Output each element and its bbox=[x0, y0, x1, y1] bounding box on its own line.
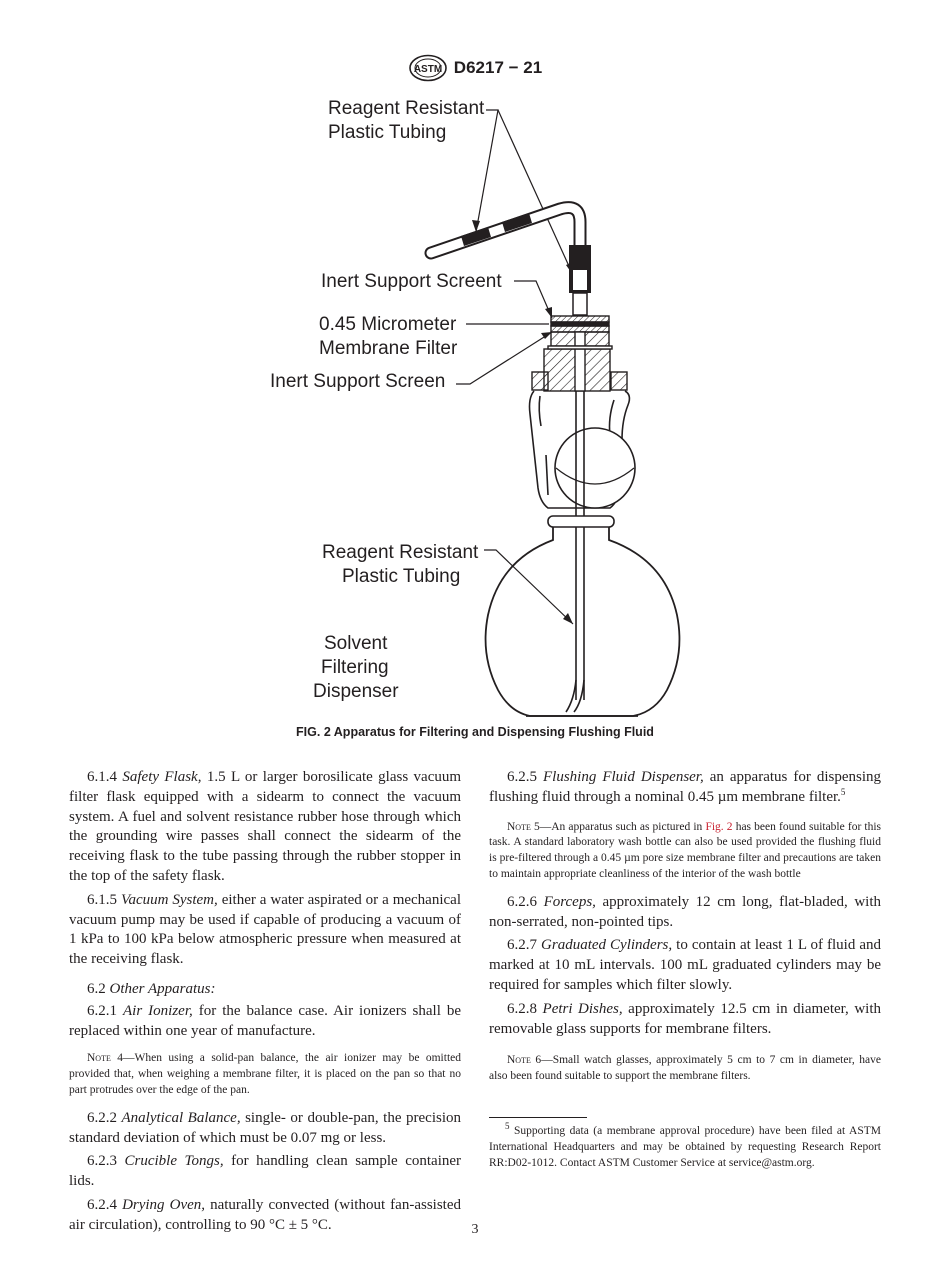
filter-holder bbox=[532, 316, 627, 391]
section-6-2-2 bbox=[69, 1109, 461, 1149]
section-number: 6.2.2 bbox=[87, 1109, 117, 1126]
note-text: has been found suitable for this task. A standard laboratory wash bottle can also be used provided the flushing fluid is pre-filtered through a 0.45 µm pore size membrane filter and precautions are taken to maintain appropriate cleanliness of the interior of the wash bottle bbox=[489, 820, 882, 880]
section-text: single- or double-pan, the precision standard deviation of which must be 0.07 mg or less. bbox=[69, 1109, 462, 1146]
section-6-2 bbox=[69, 980, 461, 1000]
footnote-number: 5 bbox=[505, 1121, 510, 1132]
note-label: Note 4 bbox=[87, 1052, 124, 1065]
figure-link[interactable]: Fig. 2 bbox=[705, 820, 733, 833]
section-title: Other Apparatus: bbox=[109, 980, 216, 997]
label-tubing-top-1: Reagent Resistant bbox=[328, 98, 485, 119]
section-6-2-8 bbox=[489, 1000, 881, 1040]
section-text: for handling clean sample container lids. bbox=[69, 1153, 462, 1190]
footnote-divider bbox=[489, 1117, 587, 1118]
section-number: 6.2.4 bbox=[87, 1196, 117, 1213]
section-text: approximately 12.5 cm in diameter, with removable glass supports for membrane filters. bbox=[489, 1000, 881, 1037]
section-number: 6.2 bbox=[87, 980, 106, 997]
note-text: —When using a solid-pan balance, the air ionizer may be omitted provided that, when weighing a membrane filter, it is placed on the pan so that no part protrudes over the edge of the pan. bbox=[69, 1052, 462, 1096]
note-label: Note 6 bbox=[507, 1054, 542, 1067]
note-4 bbox=[69, 1051, 461, 1098]
left-column bbox=[69, 768, 461, 1240]
section-6-2-5 bbox=[489, 768, 881, 808]
footnote-text: Supporting data (a membrane approval procedure) have been filed at ASTM International Headquarters and may be obtained by requesting Research Report RR:D02-1012. Contact ASTM Customer Service at service@astm.org. bbox=[489, 1124, 881, 1169]
footnote-ref[interactable]: 5 bbox=[840, 786, 846, 797]
right-column bbox=[489, 768, 881, 1171]
section-6-2-3 bbox=[69, 1152, 461, 1192]
logo-text: ASTM bbox=[413, 64, 442, 75]
section-text: either a water aspirated or a mechanical vacuum pump may be used if capable of producing a vacuum of 1 kPa to 100 kPa below atmospheric pressure when measured at the receiving flask. bbox=[69, 891, 461, 968]
section-title: Analytical Balance, bbox=[121, 1109, 241, 1126]
section-title: Vacuum System, bbox=[120, 891, 218, 908]
section-6-2-1 bbox=[69, 1002, 461, 1042]
section-6-1-4 bbox=[69, 768, 461, 887]
section-text: for the balance case. Air ionizers shall be replaced within one year of manufacture. bbox=[69, 1002, 462, 1039]
section-number: 6.1.4 bbox=[87, 769, 117, 785]
note-text: —An apparatus such as pictured in bbox=[539, 820, 703, 833]
section-number: 6.2.7 bbox=[507, 937, 537, 954]
label-tubing-top-2: Plastic Tubing bbox=[328, 122, 447, 143]
footnote-5 bbox=[489, 1121, 881, 1171]
section-title: Air Ionizer, bbox=[123, 1002, 193, 1019]
apparatus-figure bbox=[0, 85, 950, 725]
section-number: 6.2.6 bbox=[507, 893, 537, 910]
section-number: 6.2.5 bbox=[507, 769, 537, 785]
label-membrane-1: 0.45 Micrometer bbox=[319, 314, 457, 335]
section-text: 1.5 L or larger borosilicate glass vacuum filter flask equipped with a sidearm to connect the vacuum system. A fuel and solvent resistance rubber hose through which the grounding wire passes shall connect the sidearm of the receiving flask to the tube passing through the rubber stopper in the top of the safety flask. bbox=[69, 769, 462, 884]
label-dispenser-3: Dispenser bbox=[313, 681, 399, 702]
section-text: approximately 12 cm long, flat-bladed, with non-serrated, non-pointed tips. bbox=[489, 893, 882, 930]
section-6-2-6 bbox=[489, 893, 881, 933]
label-tubing-bottom-2: Plastic Tubing bbox=[342, 566, 461, 587]
document-designation: D6217 − 21 bbox=[453, 58, 543, 77]
note-5 bbox=[489, 820, 881, 883]
section-6-1-5 bbox=[69, 891, 461, 970]
note-6 bbox=[489, 1053, 881, 1085]
section-title: Forceps, bbox=[543, 893, 596, 910]
section-title: Drying Oven, bbox=[122, 1196, 206, 1213]
label-membrane-2: Membrane Filter bbox=[319, 338, 458, 359]
section-title: Safety Flask, bbox=[122, 769, 202, 785]
note-text: —Small watch glasses, approximately 5 cm to 7 cm in diameter, have also been found suitable to support the membrane filters. bbox=[489, 1054, 881, 1083]
section-text: naturally convected (without fan-assisted air circulation), controlling to 90 °C ± 5 °C. bbox=[69, 1196, 461, 1233]
figure-caption: FIG. 2 Apparatus for Filtering and Dispensing Flushing Fluid bbox=[296, 725, 654, 739]
label-inert-screen-1: Inert Support Screent bbox=[321, 271, 502, 292]
section-number: 6.1.5 bbox=[87, 891, 117, 908]
section-title: Petri Dishes, bbox=[542, 1000, 623, 1017]
label-dispenser-2: Filtering bbox=[321, 657, 389, 678]
section-number: 6.2.8 bbox=[507, 1000, 537, 1017]
note-label: Note 5 bbox=[507, 820, 540, 833]
section-6-2-7 bbox=[489, 936, 881, 995]
section-title: Crucible Tongs, bbox=[124, 1153, 224, 1170]
section-number: 6.2.3 bbox=[87, 1153, 117, 1170]
section-text: to contain at least 1 L of fluid and marked at 10 mL intervals. 100 mL graduated cylinders may be required for samples which filter slowly. bbox=[489, 937, 882, 993]
flask-body bbox=[486, 527, 680, 716]
label-dispenser-1: Solvent bbox=[324, 633, 388, 654]
section-text: an apparatus for dispensing flushing fluid through a nominal 0.45 µm membrane filter. bbox=[489, 769, 882, 805]
section-title: Graduated Cylinders, bbox=[541, 937, 673, 954]
section-number: 6.2.1 bbox=[87, 1002, 117, 1019]
label-tubing-bottom-1: Reagent Resistant bbox=[322, 542, 479, 563]
label-inert-screen-2: Inert Support Screen bbox=[270, 371, 446, 392]
bulb-section bbox=[530, 391, 636, 700]
page-header bbox=[0, 54, 950, 87]
astm-logo-icon bbox=[408, 54, 448, 82]
section-title: Flushing Fluid Dispenser, bbox=[543, 769, 704, 785]
page-number: 3 bbox=[471, 1222, 479, 1237]
